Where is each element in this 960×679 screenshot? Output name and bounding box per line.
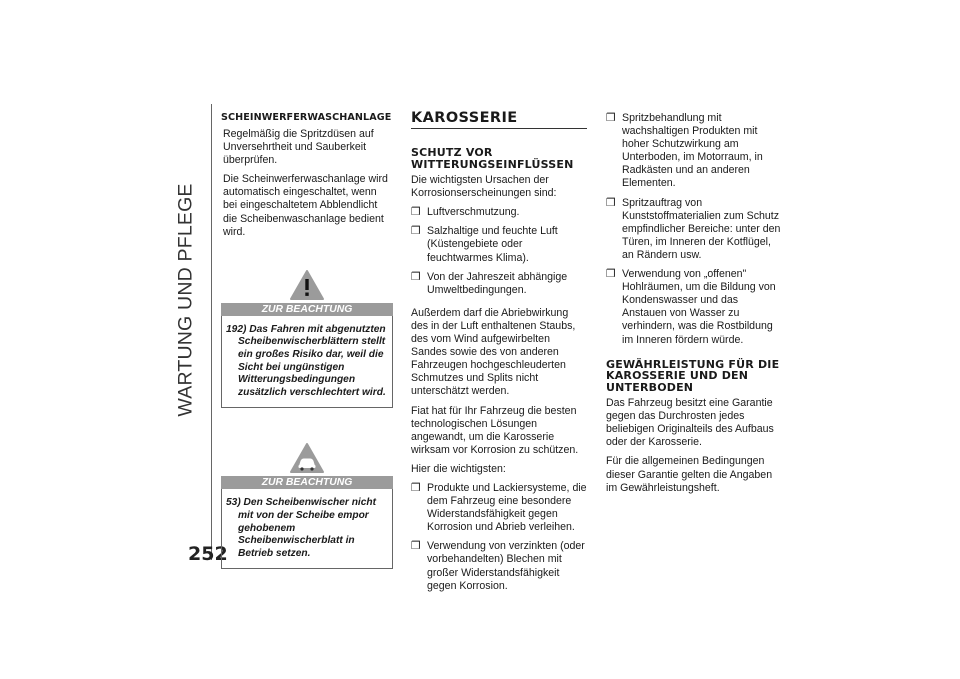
headlight-washer-heading: SCHEINWERFERWASCHANLAGE <box>221 112 392 123</box>
checkbox-bullet-icon: ❒ <box>411 206 421 219</box>
paragraph: Für die allgemeinen Bedingungen dieser Garantie gelten die Angaben im Gewährleistungsheft. <box>606 455 773 494</box>
car-warning-icon <box>289 442 325 474</box>
warning-text: 192) Das Fahren mit abgenutzten Scheibenwischerblättern stellt ein großes Risiko dar, weil die Sicht bei ungünstigen Witterungsbedingungen zusätzlich verschlechtert wird. <box>221 316 393 409</box>
checkbox-bullet-icon: ❒ <box>606 196 616 209</box>
side-divider <box>211 104 212 560</box>
list-item: ❒ Von der Jahreszeit abhängige Umweltbedingungen. <box>411 270 568 296</box>
paragraph: Außerdem darf die Abriebwirkung des in der Luft enthaltenen Staubs, des vom Wind aufgewirbelten Sandes sowie des von anderen Fahrzeugen hochgeschleuderten Schmutzes und Splits nicht unterschätzt werden. <box>411 306 576 398</box>
warning-icon-area <box>221 418 393 476</box>
list-item: ❒ Luftverschmutzung. <box>411 206 520 219</box>
column-1 <box>221 112 393 579</box>
checkbox-bullet-icon: ❒ <box>411 270 421 283</box>
warranty-heading: GEWÄHRLEISTUNG FÜR DIE KAROSSERIE UND DEN UNTERBODEN <box>606 357 780 394</box>
paragraph: Das Fahrzeug besitzt eine Garantie gegen das Durchrosten jedes beliebigen Originalteils des Aufbaus oder der Karosserie. <box>606 397 774 449</box>
warning-triangle-icon <box>289 269 325 301</box>
warning-box-192 <box>221 245 393 409</box>
checkbox-bullet-icon: ❒ <box>411 481 421 494</box>
column-3 <box>606 112 782 501</box>
list-item: ❒ Verwendung von verzinkten (oder vorbehandelten) Blechen mit großer Widerstandsfähigkeit gegen Korrosion. <box>411 540 585 592</box>
column-2 <box>411 112 587 599</box>
warning-title: ZUR BEACHTUNG <box>221 476 393 489</box>
list-item: ❒ Produkte und Lackiersysteme, die dem Fahrzeug eine besondere Widerstandsfähigkeit gegen Korrosion und Abrieb verleihen. <box>411 481 587 534</box>
list-item: ❒ Spritzbehandlung mit wachshaltigen Produkten mit hoher Schutzwirkung am Unterboden, im Motorraum, in Radkästen und an anderen Elementen. <box>606 112 763 190</box>
warning-box-53 <box>221 418 393 569</box>
section-side-title: WARTUNG UND PFLEGE <box>174 183 197 417</box>
checkbox-bullet-icon: ❒ <box>411 225 421 238</box>
paragraph: Die Scheinwerferwaschanlage wird automatisch eingeschaltet, wenn bei eingeschaltetem Abblendlicht die Scheibenwaschanlage bedient wird. <box>223 173 388 238</box>
checkbox-bullet-icon: ❒ <box>411 540 421 553</box>
chapter-title: KAROSSERIE <box>411 112 587 129</box>
paragraph: Die wichtigsten Ursachen der Korrosionserscheinungen sind: <box>411 174 557 200</box>
list-item: ❒ Salzhaltige und feuchte Luft (Küstengebiete oder feuchtwarmes Klima). <box>411 225 558 264</box>
list-item: ❒ Spritzauftrag von Kunststoffmaterialien zum Schutz empfindlicher Bereiche: unter den Türen, im Inneren der Kotflügel, an Rändern usw. <box>606 196 781 261</box>
page-number: 252 <box>188 543 228 565</box>
weather-protection-heading: SCHUTZ VOR WITTERUNGSEINFLÜSSEN <box>411 146 574 171</box>
warning-text: 53) Den Scheibenwischer nicht mit von der Scheibe empor gehobenem Scheibenwischerblatt in Betrieb setzen. <box>221 489 393 569</box>
list-item: ❒ Verwendung von „offenen" Hohlräumen, um die Bildung von Kondenswasser und das Anstauen von Wasser zu verhindern, was die Rostbildung im Inneren fördern würde. <box>606 268 776 346</box>
paragraph: Fiat hat für Ihr Fahrzeug die besten technologischen Lösungen angewandt, um die Karosserie wirksam vor Korrosion zu schützen. <box>411 404 579 456</box>
warning-icon-area <box>221 245 393 303</box>
paragraph: Regelmäßig die Spritzdüsen auf Unversehrtheit und Sauberkeit überprüfen. <box>223 128 374 167</box>
warning-title: ZUR BEACHTUNG <box>221 303 393 316</box>
checkbox-bullet-icon: ❒ <box>606 268 616 281</box>
paragraph: Hier die wichtigsten: <box>411 462 506 475</box>
checkbox-bullet-icon: ❒ <box>606 112 616 124</box>
